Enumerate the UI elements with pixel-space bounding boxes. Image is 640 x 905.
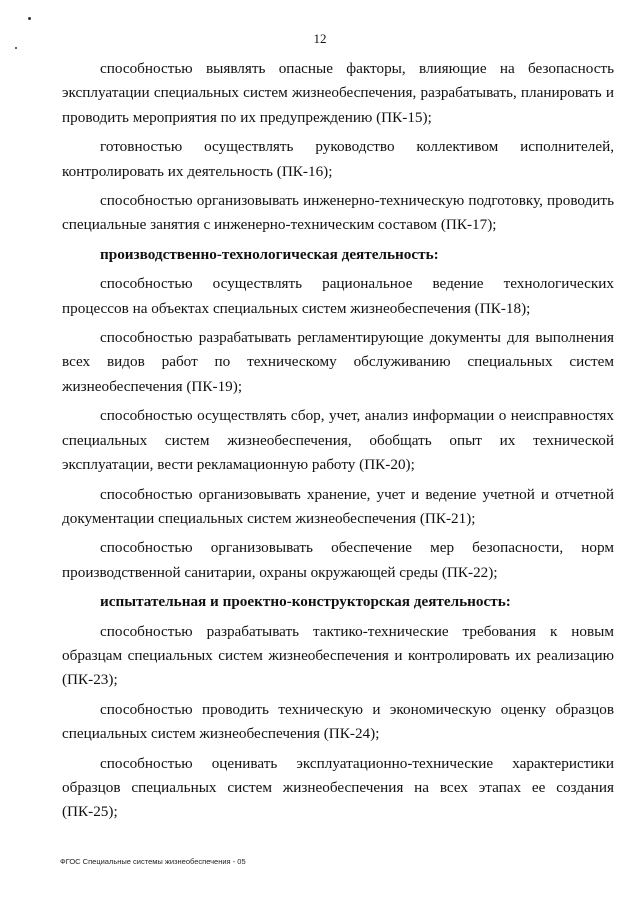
paragraph-pk25: способностью оценивать эксплуатационно-технические характеристики образцов специальных систем жизнеобеспечения на всех этапах ее создания (ПК-25); xyxy=(62,754,614,821)
page-number: 12 xyxy=(313,31,327,46)
paragraph-pk18: способностью осуществлять рациональное ведение технологических процессов на объектах специальных систем жизнеобеспечения (ПК-18); xyxy=(62,275,614,317)
paragraph-pk24: способностью проводить техническую и экономическую оценку образцов специальных систем жизнеобеспечения (ПК-24); xyxy=(62,700,614,743)
paragraph-pk21: способностью организовывать хранение, учет и ведение учетной и отчетной документации специальных систем жизнеобеспечения (ПК-21); xyxy=(62,485,614,527)
paragraph-pk16: готовностью осуществлять руководство коллективом исполнителей, контролировать их деятельность (ПК-16); xyxy=(62,138,614,180)
paragraph-pk17: способностью организовывать инженерно-техническую подготовку, проводить специальные занятия с инженерно-техническим составом (ПК-17); xyxy=(62,192,614,234)
paragraph-pk15: способностью выявлять опасные факторы, влияющие на безопасность эксплуатации специальных систем жизнеобеспечения, разрабатывать, планировать и проводить мероприятия по их предупреждению (ПК-15); xyxy=(62,60,614,126)
scan-speck xyxy=(28,17,31,20)
section-heading-production: производственно-технологическая деятельность: xyxy=(100,245,439,263)
scan-speck xyxy=(15,47,17,49)
page-footer: ФГОС Специальные системы жизнеобеспечения - 05 xyxy=(60,857,246,866)
paragraph-pk23: способностью разрабатывать тактико-технические требования к новым образцам специальных систем жизнеобеспечения и контролировать их реализацию (ПК-23); xyxy=(62,622,614,689)
document-body xyxy=(62,57,614,830)
section-heading-testing-design: испытательная и проектно-конструкторская деятельность: xyxy=(100,593,511,611)
paragraph-pk19: способностью разрабатывать регламентирующие документы для выполнения всех видов работ по техническому обслуживанию специальных систем жизнеобеспечения (ПК-19); xyxy=(62,329,614,395)
paragraph-pk22: способностью организовывать обеспечение мер безопасности, норм производственной санитарии, охраны окружающей среды (ПК-22); xyxy=(62,539,614,581)
paragraph-pk20: способностью осуществлять сбор, учет, анализ информации о неисправностях специальных систем жизнеобеспечения, обобщать опыт их технической эксплуатации, вести рекламационную работу (ПК-20); xyxy=(62,407,614,474)
